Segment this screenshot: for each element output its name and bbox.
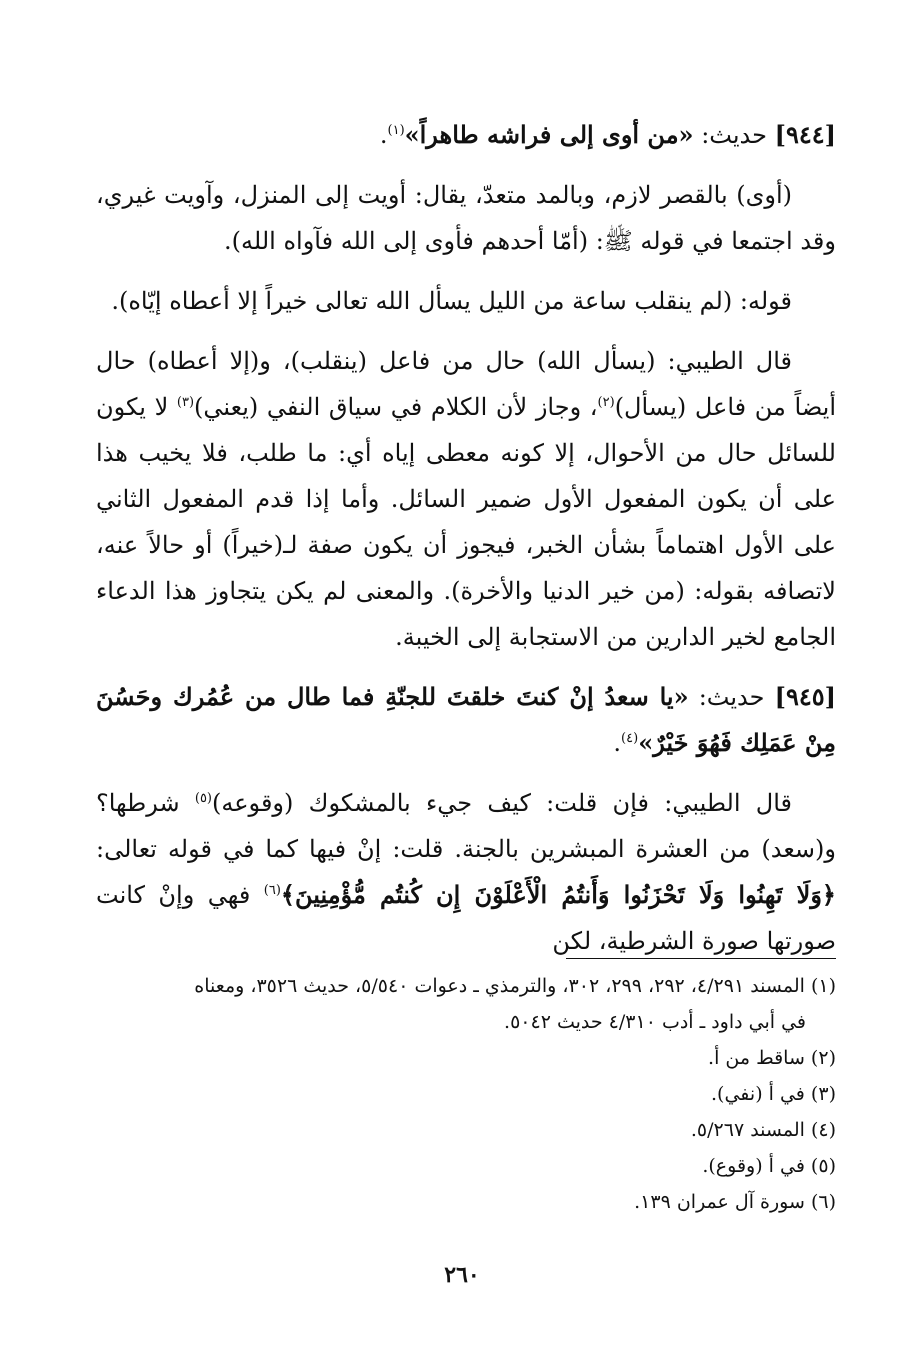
text-segment: لا يكون للسائل حال من الأحوال، إلا كونه معطى إياه أي: ما طلب، فلا يخيب هذا على أن يكون المفعول الأول ضمير السائل. وأما إذا قدم المفعول الثاني على الأول اهتماماً بشأن الخبر، فيجوز أن يكون صفة لـ(خيراً) أو حالاً عنه، لاتصافه بقوله: (من خير الدنيا والأخرة). والمعنى لم يكن يتجاوز هذا الدعاء الجامع لخير الدارين من الاستجابة إلى الخيبة. bbox=[96, 393, 836, 651]
hadith-label: حديث: bbox=[698, 683, 765, 711]
main-text bbox=[96, 112, 836, 978]
hadith-number: [٩٤٥] bbox=[774, 682, 836, 711]
quran-verse: ﴿وَلَا تَهِنُوا وَلَا تَحْزَنُوا وَأَنتُمُ الْأَعْلَوْنَ إِن كُنتُم مُّؤْمِنِينَ﴾ bbox=[280, 880, 836, 909]
footnote-divider bbox=[566, 958, 836, 959]
hadith-text: «من أوى إلى فراشه طاهراً» bbox=[404, 120, 694, 149]
paragraph-awa: (أوى) بالقصر لازم، وبالمد متعدّ، يقال: أويت إلى المنزل، وآويت غيري، وقد اجتمعا في قوله ﷺ: (أمّا أحدهم فأوى إلى الله فآواه الله). bbox=[96, 181, 836, 255]
paragraph-qawluhu: قوله: (لم ينقلب ساعة من الليل يسأل الله تعالى خيراً إلا أعطاه إيّاه). bbox=[111, 287, 792, 315]
footnote-3: (٣) في أ (نفي). bbox=[711, 1083, 836, 1105]
footnote-ref: (١) bbox=[387, 123, 405, 138]
footnotes bbox=[96, 968, 836, 1220]
hadith-label: حديث: bbox=[701, 121, 767, 149]
hadith-end: . bbox=[379, 121, 388, 149]
footnote-5: (٥) في أ (وقوع). bbox=[702, 1155, 836, 1177]
footnote-ref: (٥) bbox=[194, 791, 212, 806]
text-segment: قال الطيبي: (يسأل الله) حال من فاعل (ينقلب)، و(إلا أعطاه) حال أيضاً من فاعل (يسأل) bbox=[96, 347, 836, 421]
text-segment: فهي وإنْ كانت صورتها صورة الشرطية، لكن bbox=[96, 881, 836, 955]
footnote-6: (٦) سورة آل عمران ١٣٩. bbox=[634, 1191, 836, 1213]
hadith-number: [٩٤٤] bbox=[774, 120, 836, 149]
footnote-ref: (٣) bbox=[176, 395, 195, 410]
footnote-ref: (٤) bbox=[621, 731, 639, 746]
footnote-2: (٢) ساقط من أ. bbox=[708, 1047, 836, 1069]
hadith-945-heading bbox=[96, 674, 836, 766]
paragraph-tibi-1 bbox=[96, 338, 836, 660]
footnote-1 bbox=[96, 968, 836, 1040]
page-number: ٢٦٠ bbox=[444, 1262, 480, 1288]
footnote-4: (٤) المسند ٥/٢٦٧. bbox=[690, 1119, 836, 1141]
footnote-ref: (٢) bbox=[597, 395, 615, 410]
footnote-line: في أبي داود ـ أدب ٤/٣١٠ حديث ٥٠٤٢. bbox=[504, 1011, 806, 1033]
footnote-ref: (٦) bbox=[263, 883, 281, 898]
hadith-text: «يا سعدُ إنْ كنتَ خلقتَ للجنّةِ فما طال من عُمُرك وحَسُنَ مِنْ عَمَلِك فَهُوَ خَيْرٌ» bbox=[96, 682, 836, 757]
footnote-line: (١) المسند ٤/٢٩١، ٢٩٢، ٢٩٩، ٣٠٢، والترمذي ـ دعوات ٥/٥٤٠، حديث ٣٥٢٦، ومعناه bbox=[194, 975, 836, 997]
hadith-944-heading bbox=[96, 112, 836, 158]
paragraph-tibi-2 bbox=[96, 780, 836, 964]
hadith-end: . bbox=[613, 729, 622, 757]
text-segment: ، وجاز لأن الكلام في سياق النفي (يعني) bbox=[194, 393, 598, 421]
text-segment: قال الطيبي: فإن قلت: كيف جيء بالمشكوك (وقوعه) bbox=[212, 789, 792, 817]
text-segment: شرطها؟ و(سعد) من العشرة المبشرين بالجنة. قلت: إنْ فيها كما في قوله تعالى: bbox=[96, 789, 836, 863]
